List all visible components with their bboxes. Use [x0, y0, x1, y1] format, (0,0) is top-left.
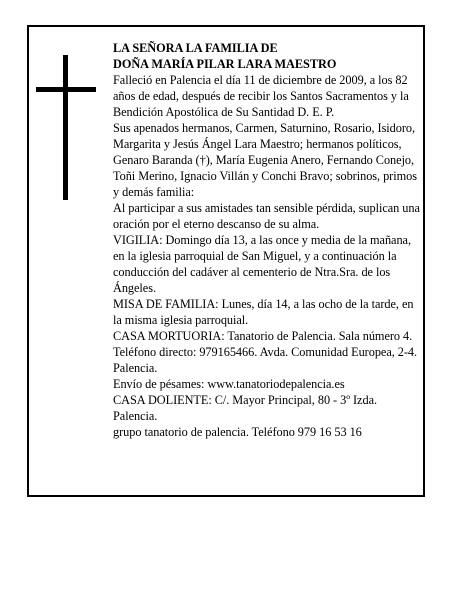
funeral-group-phone: grupo tanatorio de palencia. Teléfono 979 16 53 16: [113, 425, 362, 439]
vigil-info: VIGILIA: Domingo día 13, a las once y media de la mañana, en la iglesia parroquial de San Miguel, y a continuación la conducción del cadáver al cementerio de Ntra.Sra. de los Ángeles.: [113, 233, 411, 295]
family-mass-info: MISA DE FAMILIA: Lunes, día 14, a las ocho de la tarde, en la misma iglesia parroquial.: [113, 297, 414, 327]
prayer-request: Al participar a sus amistades tan sensible pérdida, suplican una oración por el eterno descanso de su alma.: [113, 201, 420, 231]
family-list: Sus apenados hermanos, Carmen, Saturnino, Rosario, Isidoro, Margarita y Jesús Ángel Lara Maestro; hermanos políticos, Genaro Baranda (†), María Eugenia Anero, Fernando Conejo, Toñi Merino, Ignacio Villán y Conchi Bravo; sobrinos, primos y demás familia:: [113, 121, 417, 199]
obituary-text: [113, 40, 421, 440]
funeral-home-info: CASA MORTUORIA: Tanatorio de Palencia. Sala número 4. Teléfono directo: 979165466. Avda. Comunidad Europea, 2-4. Palencia.: [113, 329, 418, 375]
mourning-house-address: CASA DOLIENTE: C/. Mayor Principal, 80 - 3º Izda. Palencia.: [113, 393, 377, 423]
cross-vertical-bar: [63, 55, 68, 200]
cross-horizontal-bar: [36, 87, 96, 92]
heading-line-1: LA SEÑORA LA FAMILIA DE: [113, 41, 278, 55]
latin-cross-icon: [36, 55, 96, 200]
death-announcement: Falleció en Palencia el día 11 de diciembre de 2009, a los 82 años de edad, después de recibir los Santos Sacramentos y la Bendición Apostólica de Su Santidad D. E. P.: [113, 73, 409, 119]
condolences-website: Envío de pésames: www.tanatoriodepalencia.es: [113, 377, 345, 391]
heading-line-2: DOÑA MARÍA PILAR LARA MAESTRO: [113, 57, 337, 71]
